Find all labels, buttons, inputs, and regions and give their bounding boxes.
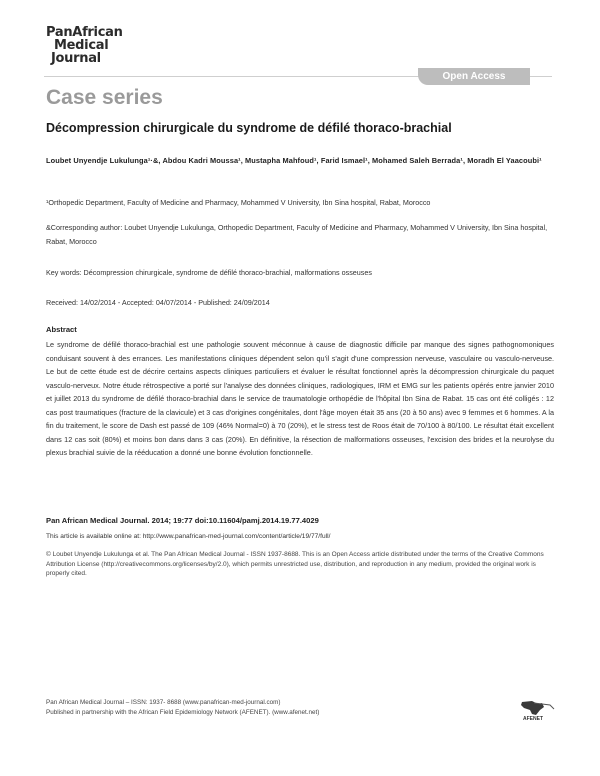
availability-note: This article is available online at: http://www.panafrican-med-journal.com/content/article/19/77/full/ [46, 533, 331, 540]
keywords: Key words: Décompression chirurgicale, syndrome de défilé thoraco-brachial, malformations osseuses [46, 268, 372, 277]
journal-logo [46, 26, 123, 65]
logo-line-1: PanAfrican [46, 25, 123, 40]
abstract-heading: Abstract [46, 325, 77, 334]
afenet-logo [510, 700, 556, 724]
open-access-badge: Open Access [418, 68, 530, 85]
authors-text: Loubet Unyendje Lukulunga¹·&, Abdou Kadri Moussa¹, Mustapha Mahfoud¹, Farid Ismael¹, Mohamed Saleh Berrada¹, Moradh El Yaacoubi¹ [46, 156, 542, 165]
copyright-notice: © Loubet Unyendje Lukulunga et al. The Pan African Medical Journal - ISSN 1937-8688. This is an Open Access article distributed under the terms of the Creative Commons Attribution License (http://creativecommons.org/licenses/by/2.0), which permits unrestricted use, distribution, and reproduction in any medium, provided the original work is properly cited. [46, 551, 544, 577]
affiliation: ¹Orthopedic Department, Faculty of Medicine and Pharmacy, Mohammed V University, Ibn Sina hospital, Rabat, Morocco [46, 198, 431, 207]
article-dates: Received: 14/02/2014 - Accepted: 04/07/2014 - Published: 24/09/2014 [46, 298, 270, 307]
article-title: Décompression chirurgicale du syndrome de défilé thoraco-brachial [46, 121, 452, 135]
author-list [46, 154, 554, 167]
logo-line-3: Journal [51, 51, 101, 66]
afenet-label: AFENET [523, 716, 543, 722]
footer-partnership: Published in partnership with the African Field Epidemiology Network (AFENET). (www.afenet.net) [46, 709, 320, 716]
section-label: Case series [46, 86, 163, 109]
citation: Pan African Medical Journal. 2014; 19:77 doi:10.11604/pamj.2014.19.77.4029 [46, 516, 319, 525]
footer-issn: Pan African Medical Journal – ISSN: 1937- 8688 (www.panafrican-med-journal.com) [46, 699, 281, 706]
corresponding-author: &Corresponding author: Loubet Unyendje Lukulunga, Orthopedic Department, Faculty of Medicine and Pharmacy, Mohammed V University, Ibn Sina hospital, Rabat, Morocco [46, 223, 548, 246]
abstract-text: Le syndrome de défilé thoraco-brachial est une pathologie souvent méconnue à cause de diagnostic difficile par manque des signes pathognomoniques conduisant souvent à des errances. Les manifestations cliniques dépendent selon qu'il s'agit d'une compression nerveuse, vasculaire ou vasculo-nerveuse. Le but de cette étude est de décrire certains aspects cliniques particuliers et évaluer le résultat fonctionnel après la décompression chirurgicale du paquet vasculo-nerveux. Notre étude rétrospective a porté sur l'analyse des données cliniques, radiologiques, IRM et EMG sur les patients opérés entre janvier 2010 et juillet 2013 du syndrome de défilé thoraco-brachial dans le service de traumatologie orthopédie de l'hôpital Ibn Sina de Rabat. 15 cas ont été colligés : 12 cas post traumatiques (fracture de la clavicule) et 3 cas d'origines congénitales, dont l'âge moyen était 35 ans (20 à 50 ans) avec 9 femmes et 6 hommes. A la fin du traitement, le score de Dash est passé de 109 (46% Normal=0) à 70 (20%), et le stress test de Roos était de 70/100 à 80/100. Le résultat était excellent dans 12 cas soit (80%) et moins bon dans dans 3 cas (20%). En définitive, la résection de malformations osseuses, l'excision des brides et la neurolyse du plexus brachial suivie de la rééducation a donné une bonne évolution fonctionnelle. [46, 340, 554, 457]
logo-line-2: Medical [54, 38, 109, 53]
africa-map-icon [510, 700, 556, 716]
footer [46, 698, 466, 718]
